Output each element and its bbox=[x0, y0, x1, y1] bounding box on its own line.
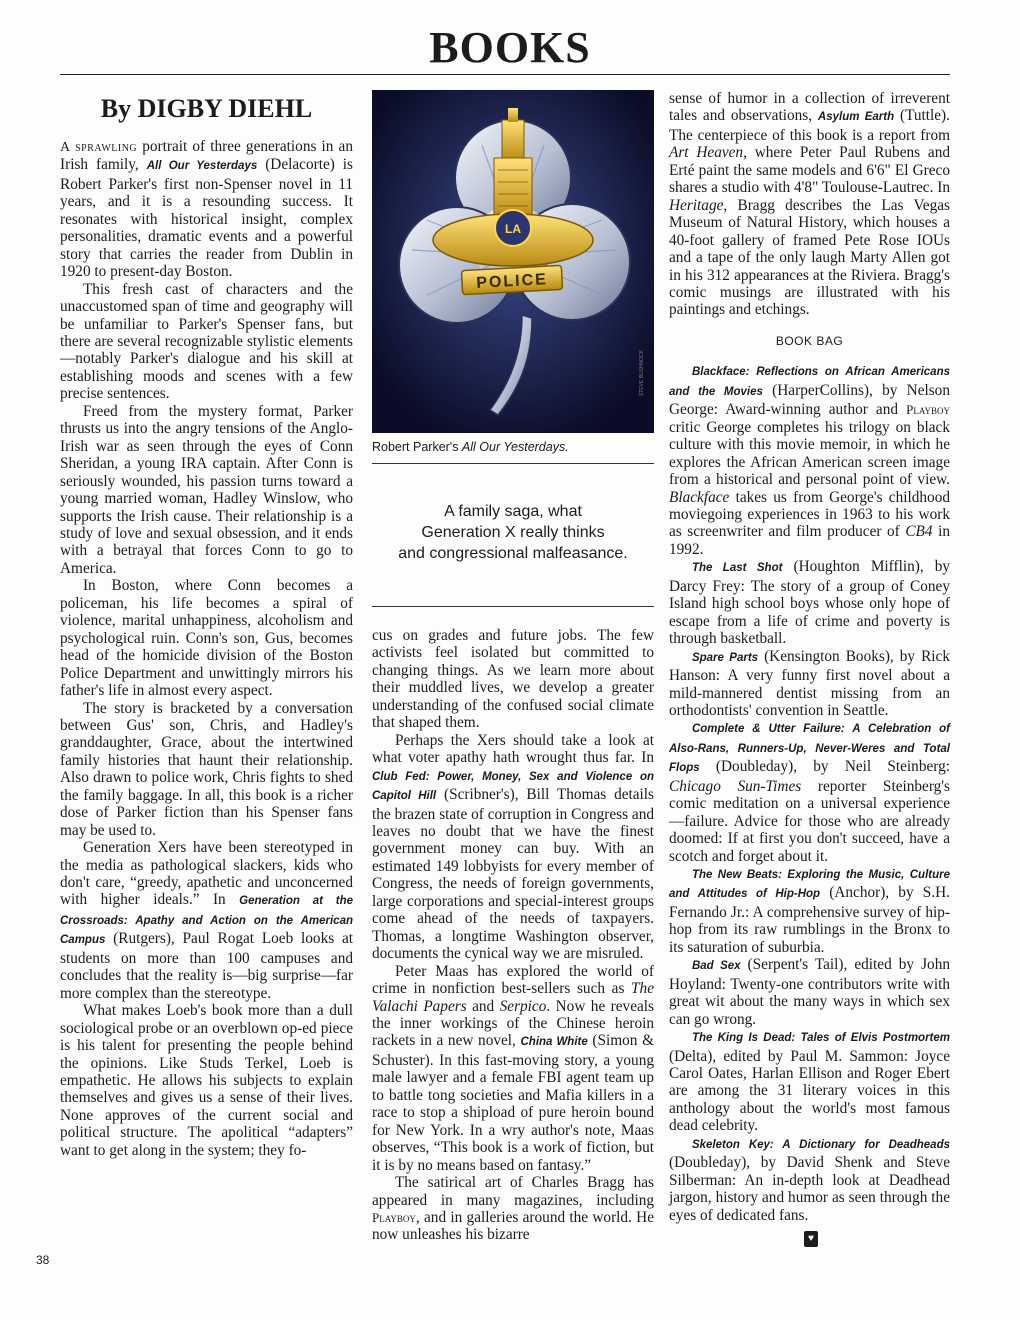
text: , and in galleries around the world. He now unleashes his bizarre bbox=[372, 1208, 654, 1244]
text: (Doubleday), by David Shenk and Steve Silberman: An in-depth look at Deadhead jargon, history and humor as seen through the eyes of dedicated fans. bbox=[669, 1154, 950, 1224]
svg-text:LA: LA bbox=[505, 222, 521, 236]
text: Peter Maas has explored the world of crime in nonfiction best-sellers such as bbox=[372, 962, 654, 998]
paragraph: This fresh cast of characters and the unaccustomed span of time and geography will be unfamiliar to Parker's Spenser fans, but there are several recognizable stylistic elements—notably Parker's dialogue and his skill at establishing moods and scenes with a few precise sentences. bbox=[60, 280, 353, 403]
photo-credit: STEVE BUSHNOCK bbox=[638, 350, 645, 397]
book-title: Club Fed: Power, Money, Sex and Violence on Capitol Hill bbox=[372, 770, 654, 803]
italic-title: Chicago Sun-Times bbox=[669, 777, 802, 795]
book-title: Blackface: Reflections on African Americans and the Movies bbox=[669, 366, 950, 398]
paragraph bbox=[60, 138, 353, 281]
rabbit-head-end-mark-icon: ♥ bbox=[804, 1231, 818, 1247]
paragraph bbox=[60, 839, 353, 1002]
book-entry bbox=[669, 719, 950, 865]
text: (HarperCollins), by Nelson George: Award-winning author and bbox=[669, 381, 950, 419]
italic-title: Blackface bbox=[669, 488, 730, 506]
illustration-caption bbox=[372, 439, 654, 459]
paragraph: What makes Loeb's book more than a dull sociological probe or an overblown op-ed piece is his talent for presenting the people behind the opinions. Like Studs Terkel, Loeb is empathetic. He allows his subjects to explain themselves and gives us a sense of their lives. None approves of the current social and political structure. The apolitical “adapters” want to get along in the system; they fo- bbox=[60, 1002, 353, 1159]
text: . Now he reveals the inner workings of the Chinese heroin rackets in a new novel, bbox=[372, 997, 654, 1050]
paragraph: Freed from the mystery format, Parker thrusts us into the angry tensions of the Anglo-Irish war as seen through the eyes of Conn Sheridan, a young IRA captain. After Conn is seriously wounded, his passion turns toward a young married woman, Hadley Winslow, who supports the Irish cause. Their relationship is a study of love and sexual obsession, and it ends with a betrayal that forces Conn to go to America. bbox=[60, 402, 353, 577]
paragraph: In Boston, where Conn becomes a policeman, his life becomes a spiral of violence, marital unhappiness, alcoholism and psychological ruin. Conn's son, Gus, becomes head of the homicide division of the Boston Police Department and unwittingly mirrors his father's life in almost every aspect. bbox=[60, 577, 353, 700]
text: sense of humor in a collection of irreverent tales and observations, bbox=[669, 90, 950, 125]
book-bag-heading: BOOK BAG bbox=[775, 333, 844, 348]
italic-title: CB4 bbox=[905, 523, 933, 541]
italic-title: The Valachi Papers bbox=[372, 980, 654, 1015]
pull-quote-line: and congressional malfeasance. bbox=[398, 545, 628, 562]
book-title: Complete & Utter Failure: A Celebration of Also-Rans, Runners-Up, Never-Weres and Total Flops bbox=[669, 723, 950, 775]
text: reporter Steinberg's comic meditation on a universal experience—failure. Advice for those who are already doomed: If at first you don't succeed, have a scotch and forget about it. bbox=[669, 777, 950, 865]
pull-quote-line: Generation X really thinks bbox=[421, 524, 605, 541]
pull-quote bbox=[372, 464, 654, 601]
header-rule bbox=[60, 74, 950, 75]
column-3 bbox=[669, 90, 950, 1247]
text: (Anchor), by S.H. Fernando Jr.: A comprehensive survey of hip-hop from its raw rumblings in the Bronx to its saturation of suburbia. bbox=[669, 884, 950, 956]
text: Generation Xers have been stereotyped in the media as pathological slackers, kids who don't care, “greedy, apathetic and unconcerned with higher ideals.” In bbox=[60, 839, 353, 909]
page-number: 38 bbox=[36, 1253, 50, 1267]
book-entry bbox=[669, 956, 950, 1028]
book-entry bbox=[669, 648, 950, 720]
text: , where Peter Paul Rubens and Erté paint the same models and 6'6" El Greco shares a studio with 4'8" Toulouse-Lautrec. In bbox=[669, 144, 950, 197]
book-title: Skeleton Key: A Dictionary for Deadheads bbox=[691, 1138, 950, 1151]
badge-text: POLICE bbox=[475, 271, 549, 292]
caption-text: Robert Parker's bbox=[372, 440, 462, 454]
pull-quote-line: A family saga, what bbox=[444, 503, 582, 520]
text: , Bragg describes the Las Vegas Museum of Natural History, which houses a 40-foot gallery of framed Pete Rose IOUs and a tape of the only laugh Marty Allen got in his 312 appearances at the Riviera. Bragg's comic musings are illustrated with his paintings and etchings. bbox=[669, 196, 950, 319]
text: portrait of three generations in an Irish family, bbox=[60, 138, 353, 174]
book-title: Bad Sex bbox=[691, 960, 741, 973]
paragraph bbox=[372, 732, 654, 963]
book-entry bbox=[669, 1028, 950, 1135]
paragraph: cus on grades and future jobs. The few activists feel isolated but committed to changing things. As we learn more about their muddled lives, we develop a greater understanding of the confused social climate that shaped them. bbox=[372, 627, 654, 732]
magazine-name: Playboy bbox=[372, 1209, 416, 1225]
book-title: Asylum Earth bbox=[817, 111, 895, 124]
paragraph bbox=[669, 90, 950, 319]
book-title: China White bbox=[520, 1036, 588, 1049]
text: (Rutgers), Paul Rogat Loeb looks at students on more than 100 campuses and concludes that the reality is—big surprise—far more complex than the stereotype. bbox=[60, 930, 353, 1002]
book-title: Generation at the Crossroads: Apathy and Action on the American Campus bbox=[60, 895, 353, 947]
police-clover-illustration bbox=[372, 90, 654, 433]
column-1 bbox=[60, 90, 353, 1159]
book-entry bbox=[669, 865, 950, 956]
text: (Tuttle). The centerpiece of this book is a report from bbox=[669, 107, 950, 144]
text: and bbox=[466, 997, 500, 1015]
book-illustration bbox=[372, 90, 654, 433]
section-title: BOOKS bbox=[429, 23, 591, 72]
text: (Kensington Books), by Rick Hanson: A very funny first novel about a mild-mannered dentist missing from an orthodontists' convention in Seattle. bbox=[669, 647, 950, 719]
paragraph bbox=[372, 963, 654, 1174]
text: The satirical art of Charles Bragg has appeared in many magazines, including bbox=[372, 1174, 654, 1209]
book-title: All Our Yesterdays bbox=[146, 160, 258, 173]
italic-title: Art Heaven bbox=[669, 144, 744, 162]
book-entry bbox=[669, 362, 950, 558]
book-title: The New Beats: Exploring the Music, Culture and Attitudes of Hip-Hop bbox=[669, 869, 950, 901]
byline: By DIGBY DIEHL bbox=[100, 94, 313, 123]
column-2 bbox=[372, 90, 654, 1244]
book-entry bbox=[669, 558, 950, 647]
text: (Scribner's), Bill Thomas details the brazen state of corruption in Congress and leaves no doubt that we have the finest government money can buy. With an estimated 149 lobbyists for every member of Congress, the needs of foreign governments, large corporations and special-interest groups come ahead of the needs of taxpayers. Thomas, a longtime Washington observer, documents the cynical way we are misruled. bbox=[372, 786, 654, 963]
text: in 1992. bbox=[669, 523, 950, 558]
book-title: The Last Shot bbox=[691, 562, 783, 575]
magazine-name: Playboy bbox=[906, 402, 950, 418]
text: (Doubleday), by Neil Steinberg: bbox=[699, 758, 950, 776]
lead-in: A sprawling bbox=[60, 140, 138, 155]
text: Perhaps the Xers should take a look at what voter apathy hath wrought thus far. In bbox=[372, 731, 654, 767]
paragraph bbox=[372, 1174, 654, 1244]
text: (Serpent's Tail), edited by John Hoyland: Twenty-one contributors write with great wit about the many ways in which sex can go wrong. bbox=[669, 956, 950, 1028]
italic-title: Serpico bbox=[499, 997, 547, 1015]
italic-title: Heritage bbox=[669, 196, 724, 214]
book-entry bbox=[669, 1135, 950, 1224]
book-title: Spare Parts bbox=[691, 651, 759, 664]
text: (Houghton Mifflin), by Darcy Frey: The story of a group of Coney Island high school boys whose only hope of escape from a life of crime and poverty is through basketball. bbox=[669, 558, 951, 648]
text: (Simon & Schuster). In this fast-moving story, a young male lawyer and a female FBI agent team up to battle tong societies and Mafia killers in a race to stop a shipload of pure heroin bound for New York. In a wry author's note, Maas observes, “This book is a work of fiction, but it is by no means based on fantasy.” bbox=[372, 1032, 654, 1174]
pull-quote-rule-bottom bbox=[372, 606, 654, 607]
paragraph: The story is bracketed by a conversation between Gus' son, Chris, and Hadley's granddaughter, Grace, about the intertwined family histories that haunt their relationship. Also drawn to police work, Chris fights to shed the family baggage. In all, this book is a richer dose of Parker fiction than his Spenser fans may be used to. bbox=[60, 699, 353, 839]
book-title: The King Is Dead: Tales of Elvis Postmortem bbox=[691, 1032, 950, 1045]
caption-title: All Our Yesterdays. bbox=[461, 440, 569, 454]
text: takes us from George's childhood moviegoing experiences in 1963 to his work as screenwriter and film producer of bbox=[669, 488, 950, 541]
text: critic George completes his trilogy on black culture with this movie memoir, in which he explores the African American screen image from a historical and personal point of view. bbox=[669, 418, 950, 489]
text: (Delta), edited by Paul M. Sammon: Joyce Carol Oates, Harlan Ellison and Roger Ebert are among the 31 literary voices in this anthology about the world's most famous dead celebrity. bbox=[669, 1047, 950, 1135]
text: (Delacorte) is Robert Parker's first non-Spenser novel in 11 years, and it is a resounding success. It resonates with historical insight, complex personalities, dramatic events and a powerful story that carries the reader from Dublin in 1920 to present-day Boston. bbox=[60, 156, 353, 281]
